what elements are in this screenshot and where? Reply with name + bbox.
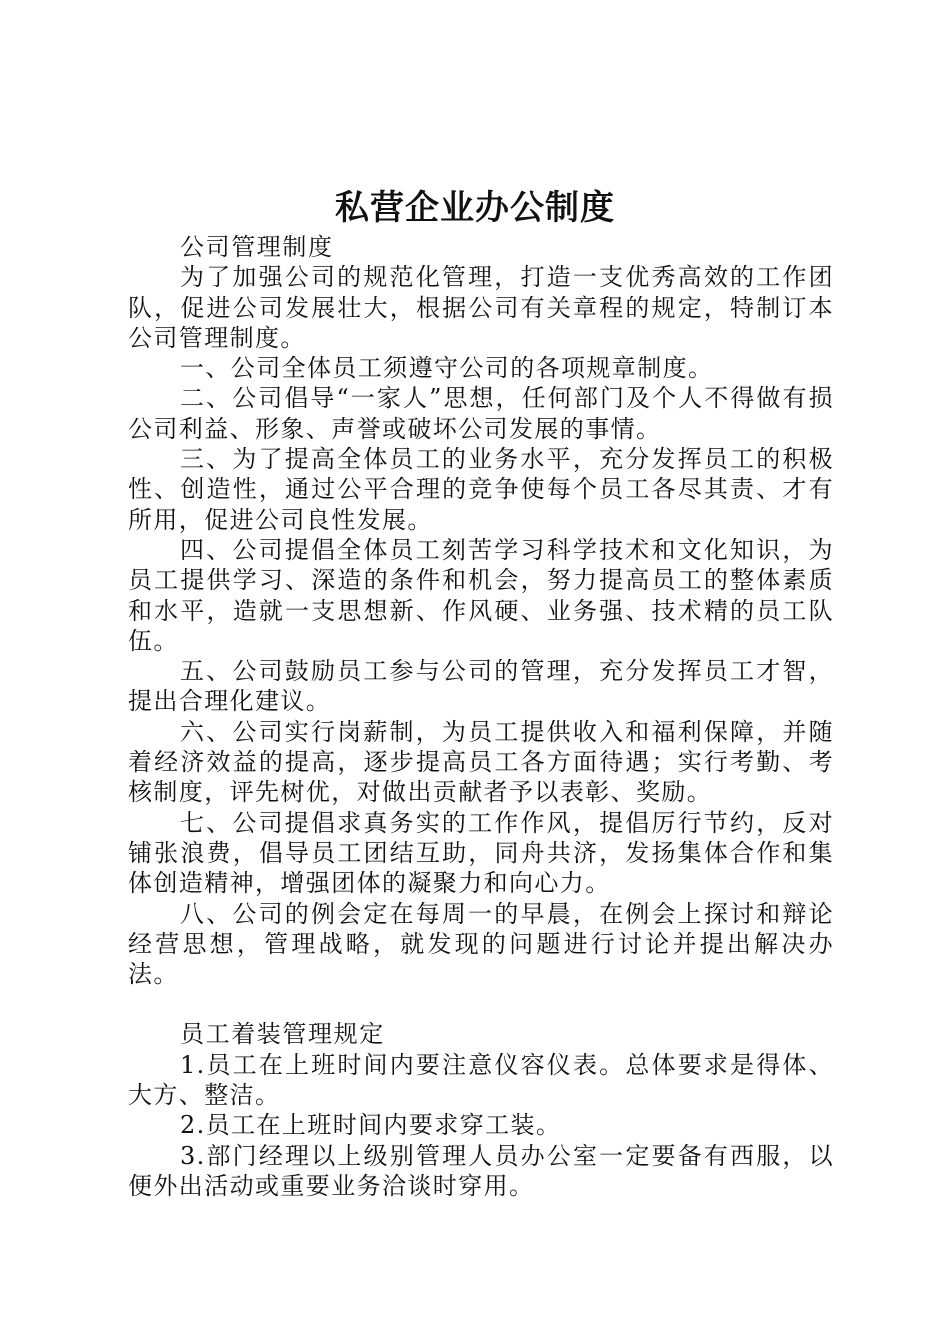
paragraph-rule-3: 三、为了提高全体员工的业务水平，充分发挥员工的积极性、创造性，通过公平合理的竞争使每个员工各尽其责、才有所用，促进公司良性发展。 — [128, 445, 834, 534]
paragraph-intro: 为了加强公司的规范化管理，打造一支优秀高效的工作团队，促进公司发展壮大，根据公司有关章程的规定，特制订本公司管理制度。 — [128, 263, 834, 352]
paragraph-dress-2: 2.员工在上班时间内要求穿工装。 — [180, 1111, 562, 1140]
document-body — [128, 232, 834, 1201]
paragraph-dress-3: 3.部门经理以上级别管理人员办公室一定要备有西服，以便外出活动或重要业务洽谈时穿用。 — [128, 1141, 834, 1200]
document-title: 私营企业办公制度 — [335, 188, 615, 228]
section-heading-management: 公司管理制度 — [180, 233, 334, 261]
paragraph-rule-8: 八、公司的例会定在每周一的早晨，在例会上探讨和辩论经营思想，管理战略，就发现的问题进行讨论并提出解决办法。 — [128, 899, 834, 989]
paragraph-rule-7: 七、公司提倡求真务实的工作作风，提倡厉行节约，反对铺张浪费，倡导员工团结互助，同舟共济，发扬集体合作和集体创造精神，增强团体的凝聚力和向心力。 — [128, 808, 834, 898]
paragraph-rule-6: 六、公司实行岗薪制，为员工提供收入和福利保障，并随着经济效益的提高，逐步提高员工各方面待遇；实行考勤、考核制度，评先树优，对做出贡献者予以表彰、奖励。 — [128, 717, 834, 807]
paragraph-rule-5: 五、公司鼓励员工参与公司的管理，充分发挥员工才智，提出合理化建议。 — [128, 657, 834, 716]
paragraph-rule-2: 二、公司倡导“一家人”思想，任何部门及个人不得做有损公司利益、形象、声誉或破坏公司发展的事情。 — [128, 384, 834, 443]
paragraph-dress-1: 1.员工在上班时间内要注意仪容仪表。总体要求是得体、大方、整洁。 — [128, 1050, 834, 1110]
paragraph-rule-1: 一、公司全体员工须遵守公司的各项规章制度。 — [180, 354, 714, 383]
section-spacer — [128, 989, 834, 1019]
paragraph-rule-4: 四、公司提倡全体员工刻苦学习科学技术和文化知识，为员工提供学习、深造的条件和机会，努力提高员工的整体素质和水平，造就一支思想新、作风硬、业务强、技术精的员工队伍。 — [128, 535, 834, 655]
section-heading-dress-code: 员工着装管理规定 — [180, 1020, 385, 1049]
